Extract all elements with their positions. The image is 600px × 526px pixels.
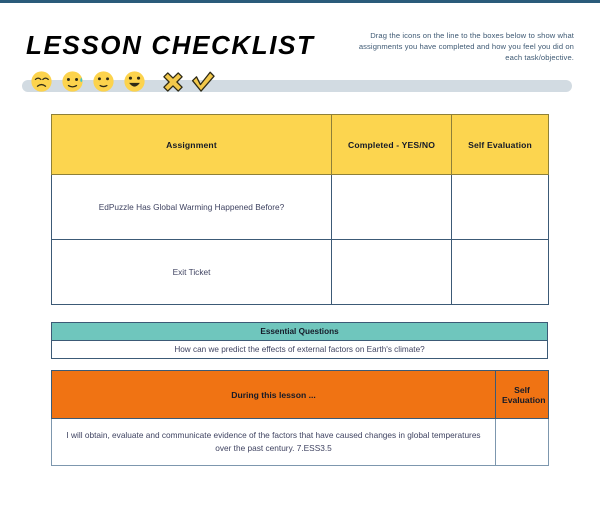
emoji-teardrop-face[interactable] (59, 68, 86, 95)
table-row (52, 341, 548, 359)
lesson-header-row (52, 371, 549, 419)
cell-completed-dropzone[interactable] (332, 175, 452, 240)
cell-assignment-name: Exit Ticket (52, 240, 332, 305)
cell-completed-dropzone[interactable] (332, 240, 452, 305)
essential-questions-header-row (52, 323, 548, 341)
cell-self-evaluation-dropzone[interactable] (452, 240, 549, 305)
table-row (52, 175, 549, 240)
column-header-lesson-self-evaluation: Self Evaluation (496, 371, 549, 419)
cell-lesson-self-evaluation-dropzone[interactable] (496, 419, 549, 466)
emoji-neutral-face[interactable] (90, 68, 117, 95)
emoji-sad-face[interactable] (28, 68, 55, 95)
column-header-during-this-lesson: During this lesson ... (52, 371, 496, 419)
essential-questions-table (51, 322, 548, 359)
cell-essential-question: How can we predict the effects of external factors on Earth's climate? (52, 341, 548, 359)
page-header (0, 14, 600, 66)
top-accent-bar (0, 0, 600, 3)
column-header-completed: Completed - YES/NO (332, 115, 452, 175)
icon-slider-strip[interactable] (22, 78, 572, 94)
cell-assignment-name: EdPuzzle Has Global Warming Happened Before? (52, 175, 332, 240)
table-row (52, 240, 549, 305)
instructions-text: Drag the icons on the line to the boxes below to show what assignments you have completed and how you feel you did on each task/objective. (358, 31, 574, 62)
cell-self-evaluation-dropzone[interactable] (452, 175, 549, 240)
cross-mark-icon[interactable] (160, 69, 186, 95)
page-title: LESSON CHECKLIST (26, 30, 315, 60)
assignment-table (51, 114, 549, 305)
emoji-happy-face[interactable] (121, 68, 148, 95)
draggable-icon-row[interactable] (28, 68, 216, 95)
table-row (52, 419, 549, 466)
column-header-essential-questions: Essential Questions (52, 323, 548, 341)
check-mark-icon[interactable] (190, 69, 216, 95)
table-header-row (52, 115, 549, 175)
cell-lesson-objective: I will obtain, evaluate and communicate evidence of the factors that have caused changes in global temperatures over the past century. 7.ESS3.5 (52, 419, 496, 466)
column-header-assignment: Assignment (52, 115, 332, 175)
column-header-self-evaluation: Self Evaluation (452, 115, 549, 175)
lesson-objectives-table (51, 370, 549, 466)
